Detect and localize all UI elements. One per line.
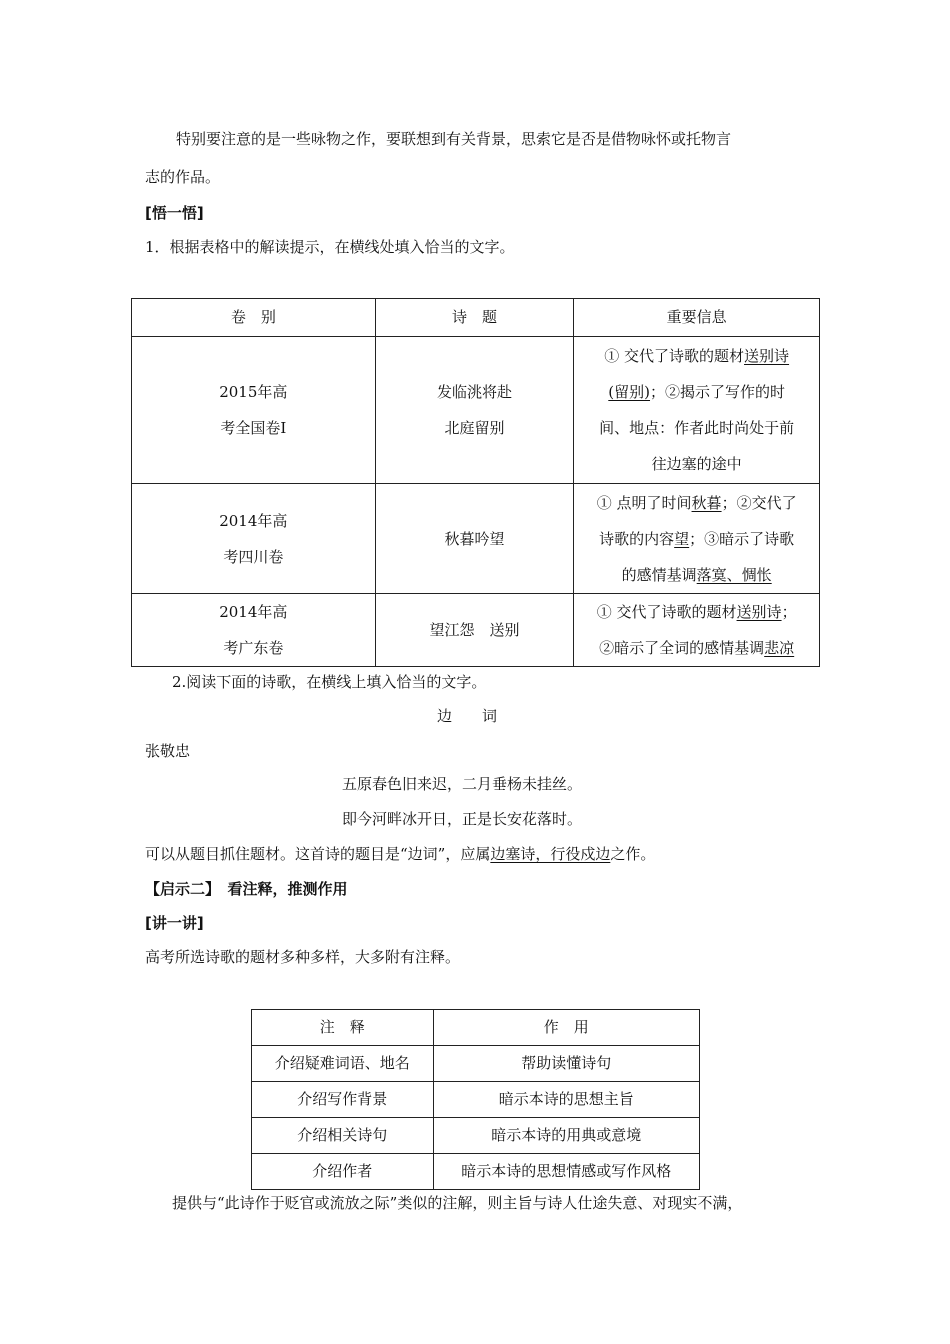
cell-ti: 秋暮吟望 [375,484,574,594]
intro-line-2: 志的作品。 [145,168,221,186]
cell-zhushi: 介绍相关诗句 [252,1118,434,1154]
poem-title: 边 词 [437,707,498,725]
table-row [252,1118,700,1154]
table-row [132,337,820,484]
intro-line-1: 特别要注意的是一些咏物之作，要联想到有关背景，思索它是否是借物咏怀或托物言 [176,130,732,148]
cell-zuoyong: 帮助读懂诗句 [433,1046,699,1082]
cell-info: ① 交代了诗歌的题材送别诗 (留别)；②揭示了写作的时 间、地点：作者此时尚处于前 往边塞的途中 [574,337,820,484]
last-line: 提供与“此诗作于贬官或流放之际”类似的注解，则主旨与诗人仕途失意、对现实不满， [172,1194,743,1212]
table-row [252,1154,700,1190]
table-poem-info [131,298,820,667]
jiang-text: 高考所选诗歌的题材多种多样，大多附有注释。 [145,948,461,966]
cell-juan: 2014年高 考广东卷 [132,594,376,667]
header-zhushi: 注 释 [252,1010,434,1046]
cell-zhushi: 介绍写作背景 [252,1082,434,1118]
cell-zhushi: 介绍作者 [252,1154,434,1190]
table-annotation [251,1009,700,1190]
cell-ti: 发临洮将赴 北庭留别 [375,337,574,484]
cell-info: ① 交代了诗歌的题材送别诗； ②暗示了全词的感情基调悲凉 [574,594,820,667]
header-ti: 诗 题 [375,299,574,337]
poem-line-2: 即今河畔冰开日，正是长安花落时。 [342,810,583,828]
table-row [132,594,820,667]
section-jiang-heading: [讲一讲] [145,914,204,932]
section-wu-heading: [悟一悟] [145,204,204,222]
poem-author: 张敬忠 [145,742,191,760]
table-row [252,1082,700,1118]
cell-info: ① 点明了时间秋暮；②交代了 诗歌的内容望；③暗示了诗歌 的感情基调落寞、惆怅 [574,484,820,594]
table-header-row [252,1010,700,1046]
table-header-row [132,299,820,337]
section-qishi-heading: 【启示二】 看注释，推测作用 [145,880,348,898]
cell-ti: 望江怨 送别 [375,594,574,667]
cell-zuoyong: 暗示本诗的用典或意境 [433,1118,699,1154]
header-info: 重要信息 [574,299,820,337]
question-1: 1．根据表格中的解读提示，在横线处填入恰当的文字。 [145,238,515,256]
table-row [252,1046,700,1082]
cell-zuoyong: 暗示本诗的思想情感或写作风格 [433,1154,699,1190]
header-juan: 卷 别 [132,299,376,337]
cell-juan: 2015年高 考全国卷Ⅰ [132,337,376,484]
poem-line-1: 五原春色旧来迟，二月垂杨未挂丝。 [342,775,583,793]
table-row [132,484,820,594]
question-2: 2.阅读下面的诗歌，在横线上填入恰当的文字。 [172,673,487,691]
header-zuoyong: 作 用 [433,1010,699,1046]
cell-zhushi: 介绍疑难词语、地名 [252,1046,434,1082]
cell-juan: 2014年高 考四川卷 [132,484,376,594]
answer-line: 可以从题目抓住题材。这首诗的题目是“边词”，应属边塞诗，行役戍边之作。 [145,845,656,863]
cell-zuoyong: 暗示本诗的思想主旨 [433,1082,699,1118]
